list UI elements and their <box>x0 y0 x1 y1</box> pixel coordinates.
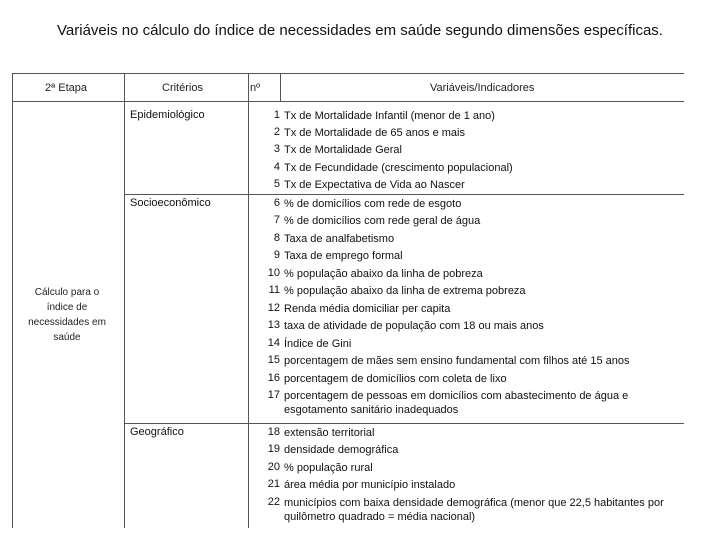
row-variable: taxa de atividade de população com 18 ou mais anos <box>284 320 544 332</box>
row-variable: Tx de Fecundidade (crescimento populacional) <box>284 162 513 174</box>
row-number: 22 <box>267 496 280 508</box>
row-variable: densidade demográfica <box>284 444 399 456</box>
header-divider <box>12 101 684 102</box>
row-variable: Tx de Mortalidade Infantil (menor de 1 ano) <box>284 110 495 122</box>
row-variable: Tx de Expectativa de Vida ao Nascer <box>284 179 465 191</box>
row-variable: porcentagem de mães sem ensino fundamental com filhos até 15 anos <box>284 355 630 367</box>
row-number: 2 <box>273 126 280 138</box>
row-variable: municípios com baixa densidade demográfica (menor que 22,5 habitantes por quilômetro quadrado = média nacional) <box>284 497 664 523</box>
stage-label: Cálculo para o índice de necessidades em saúde <box>28 287 106 343</box>
header-criterios: Critérios <box>162 82 203 94</box>
row-variable: área média por município instalado <box>284 479 456 491</box>
row-number: 18 <box>267 426 280 438</box>
header-numero: nº <box>250 82 261 94</box>
row-number: 20 <box>267 461 280 473</box>
row-variable: % população abaixo da linha de extrema pobreza <box>284 285 526 297</box>
row-variable: % população abaixo da linha de pobreza <box>284 268 483 280</box>
row-number: 15 <box>267 354 280 366</box>
row-variable: porcentagem de pessoas em domicílios com abastecimento de água e esgotamento sanitário inadequados <box>284 390 629 416</box>
row-number: 11 <box>268 284 280 296</box>
row-number: 14 <box>267 337 280 349</box>
row-variable: Taxa de analfabetismo <box>284 233 395 245</box>
page-title: Variáveis no cálculo do índice de necessidades em saúde segundo dimensões específicas. <box>57 22 663 39</box>
row-number: 21 <box>267 478 280 490</box>
row-variable: % de domicílios com rede geral de água <box>284 215 481 227</box>
column-divider-etapa <box>124 73 125 528</box>
row-variable: Renda média domiciliar per capita <box>284 303 451 315</box>
group-divider-1 <box>124 194 684 195</box>
row-number: 17 <box>267 389 280 401</box>
row-variable: Taxa de emprego formal <box>284 250 403 262</box>
table-border-left <box>12 73 13 528</box>
table-header <box>12 73 684 101</box>
row-number: 4 <box>273 161 280 173</box>
row-variable: Tx de Mortalidade Geral <box>284 144 402 156</box>
row-number: 9 <box>273 249 280 261</box>
column-divider-criterios <box>248 73 249 528</box>
indicators-table <box>12 73 684 528</box>
row-variable: porcentagem de domicílios com coleta de lixo <box>284 373 507 385</box>
criterion-epidemiologico: Epidemiológico <box>130 109 205 121</box>
row-variable: Índice de Gini <box>284 338 352 350</box>
row-number: 3 <box>273 143 280 155</box>
row-number: 8 <box>273 232 280 244</box>
row-number: 7 <box>273 214 280 226</box>
row-variable: Tx de Mortalidade de 65 anos e mais <box>284 127 465 139</box>
group-divider-2 <box>124 423 684 424</box>
criterion-geografico: Geográfico <box>130 426 184 438</box>
header-etapa: 2ª Etapa <box>45 82 87 94</box>
row-number: 6 <box>273 197 280 209</box>
row-number: 1 <box>273 109 280 121</box>
row-variable: % de domicílios com rede de esgoto <box>284 198 462 210</box>
row-number: 10 <box>267 267 280 279</box>
row-number: 13 <box>267 319 280 331</box>
row-number: 5 <box>273 178 280 190</box>
row-number: 19 <box>267 443 280 455</box>
row-variable: extensão territorial <box>284 427 375 439</box>
criterion-socioeconomico: Socioeconômico <box>130 197 211 209</box>
row-number: 12 <box>267 302 280 314</box>
row-variable: % população rural <box>284 462 373 474</box>
row-number: 16 <box>267 372 280 384</box>
header-variaveis: Variáveis/Indicadores <box>430 82 535 94</box>
